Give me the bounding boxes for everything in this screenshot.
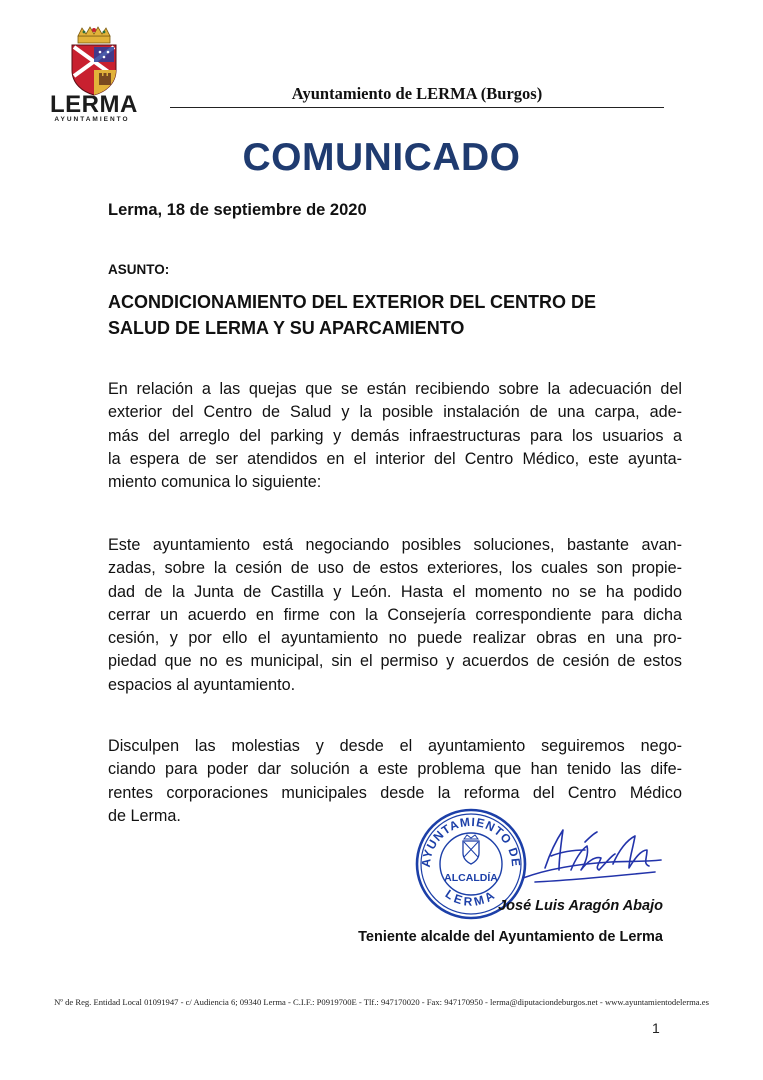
- text-line: cerrar un acuerdo en firme con la Consejería correspondiente para dicha: [108, 605, 682, 624]
- page-number: 1: [652, 1020, 660, 1036]
- logo-subtitle: AYUNTAMIENTO: [54, 116, 130, 123]
- text-line: exterior del Centro de Salud y la posible instalación de una carpa, ade-: [108, 403, 682, 422]
- asunto-label: ASUNTO:: [108, 262, 170, 277]
- text-line: zadas, sobre la cesión de uso de estos exteriores, los cuales son propie-: [108, 559, 682, 578]
- text-line: de Lerma.: [108, 806, 181, 825]
- logo-wordmark: LERMA: [50, 91, 138, 118]
- text-line: Este ayuntamiento está negociando posibles soluciones, bastante avan-: [108, 536, 682, 554]
- paragraph-2: [108, 534, 682, 697]
- signer-name: José Luis Aragón Abajo: [498, 898, 663, 914]
- seal-top-text: AYUNTAMIENTO DE: [418, 814, 524, 868]
- header-rule: [170, 107, 664, 108]
- text-line: ciando para poder dar solución a este problema que han tenido las dife-: [108, 760, 682, 779]
- document-subject: [108, 289, 688, 341]
- header-title: Ayuntamiento de LERMA (Burgos): [291, 84, 543, 103]
- subject-line: SALUD DE LERMA Y SU APARCAMIENTO: [108, 318, 465, 338]
- coat-of-arms-icon: [66, 26, 122, 96]
- handwritten-signature-icon: [515, 820, 665, 892]
- text-line: piedad que no es municipal, sin el permiso y acuerdos de cesión de estos: [108, 652, 682, 671]
- paragraph-1: [108, 378, 682, 494]
- text-line: miento comunica lo siguiente:: [108, 473, 322, 492]
- paragraph-3: [108, 735, 682, 828]
- document-title: COMUNICADO: [242, 136, 521, 179]
- text-line: más del arreglo del parking y demás infraestructuras para los usuarios a: [108, 426, 682, 445]
- text-line: cesión, y por ello el ayuntamiento no puede realizar obras en una pro-: [108, 629, 682, 648]
- text-line: la espera de ser atendidos en el interior del Centro Médico, este ayunta-: [108, 449, 682, 468]
- text-line: Disculpen las molestias y desde el ayuntamiento seguiremos nego-: [108, 737, 682, 755]
- text-line: espacios al ayuntamiento.: [108, 675, 296, 694]
- subject-line: ACONDICIONAMIENTO DEL EXTERIOR DEL CENTRO DE: [108, 292, 597, 312]
- text-line: rentes corporaciones municipales desde la reforma del Centro Médico: [108, 783, 682, 802]
- footer-contact: Nº de Reg. Entidad Local 01091947 - c/ Audiencia 6; 09340 Lerma - C.I.F.: P0919700E - Tlf.: 947170020 - Fax: 947170950 - lerma@diputaciondeburgos.net - www.ayuntamientodelerma.es: [54, 997, 709, 1007]
- seal-bottom-text: LERMA: [442, 886, 500, 909]
- signer-role: Teniente alcalde del Ayuntamiento de Lerma: [358, 929, 663, 945]
- seal-center-text: ALCALDÍA: [444, 872, 498, 884]
- document-date: Lerma, 18 de septiembre de 2020: [108, 201, 367, 219]
- text-line: dad de la Junta de Castilla y León. Hasta el momento no se ha podido: [108, 582, 682, 601]
- text-line: En relación a las quejas que se están recibiendo sobre la adecuación del: [108, 380, 682, 398]
